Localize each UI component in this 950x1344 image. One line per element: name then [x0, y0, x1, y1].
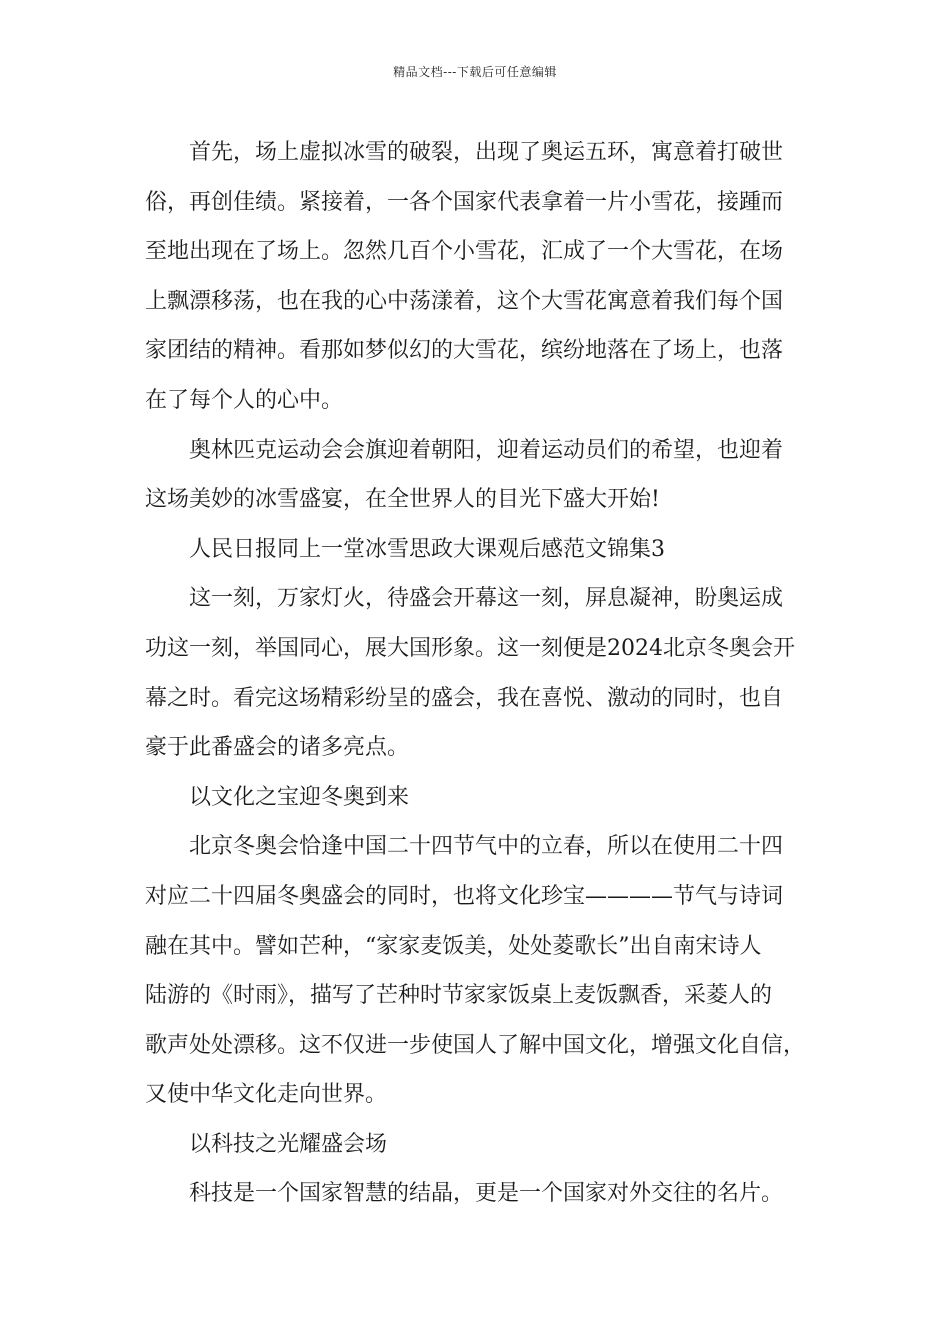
document-body: [145, 128, 815, 1219]
text-line: 歌声处处漂移。这不仅进一步使国人了解中国文化，增强文化自信，: [145, 1032, 806, 1058]
text-line: 首先，场上虚拟冰雪的破裂，出现了奥运五环，寓意着打破世: [189, 140, 784, 165]
paragraph: [145, 128, 815, 426]
text-line: 在了每个人的心中。: [145, 387, 344, 413]
paragraph: [145, 574, 815, 772]
text-line: 这一刻，万家灯火，待盛会开幕这一刻，屏息凝神，盼奥运成: [189, 586, 784, 612]
text-line: 奥林匹克运动会会旗迎着朝阳，迎着运动员们的希望，也迎着: [189, 437, 784, 463]
text-line: 对应二十四届冬奥盛会的同时，也将文化珍宝————节气与诗词: [145, 883, 784, 909]
text-line: 陆游的《时雨》，描写了芒种时节家家饭桌上麦饭飘香，采菱人的: [145, 983, 773, 1009]
text-line: 以文化之宝迎冬奥到来: [189, 784, 410, 810]
page-header: 精品文档---下载后可任意编辑: [393, 65, 557, 79]
paragraph: [145, 1169, 815, 1219]
subheading: [145, 1120, 815, 1170]
text-line: 家团结的精神。看那如梦似幻的大雪花，缤纷地落在了场上，也落: [145, 338, 784, 364]
text-line: 豪于此番盛会的诸多亮点。: [145, 735, 410, 761]
text-line: 上飘漂移荡，也在我的心中荡漾着，这个大雪花寓意着我们每个国: [145, 288, 784, 314]
text-line: 人民日报同上一堂冰雪思政大课观后感范文锦集3: [189, 536, 665, 562]
text-line: 融在其中。譬如芒种，“家家麦饭美，处处菱歌长”出自南宋诗人: [145, 933, 762, 959]
text-line: 科技是一个国家智慧的结晶，更是一个国家对外交往的名片。: [189, 1181, 784, 1207]
section-title: [145, 525, 815, 575]
text-line: 至地出现在了场上。忽然几百个小雪花，汇成了一个大雪花，在场: [145, 239, 784, 265]
text-line: 这场美妙的冰雪盛宴，在全世界人的目光下盛大开始!: [145, 487, 660, 513]
text-line: 幕之时。看完这场精彩纷呈的盛会，我在喜悦、激动的同时，也自: [145, 685, 784, 711]
paragraph: [145, 822, 815, 1120]
text-line: 功这一刻，举国同心，展大国形象。这一刻便是2024北京冬奥会开: [145, 635, 795, 661]
paragraph: [145, 426, 815, 525]
subheading: [145, 773, 815, 823]
text-line: 又使中华文化走向世界。: [145, 1082, 388, 1108]
text-line: 俗，再创佳绩。紧接着，一各个国家代表拿着一片小雪花，接踵而: [145, 189, 784, 215]
text-line: 以科技之光耀盛会场: [189, 1131, 388, 1157]
text-line: 北京冬奥会恰逢中国二十四节气中的立春，所以在使用二十四: [189, 834, 784, 860]
